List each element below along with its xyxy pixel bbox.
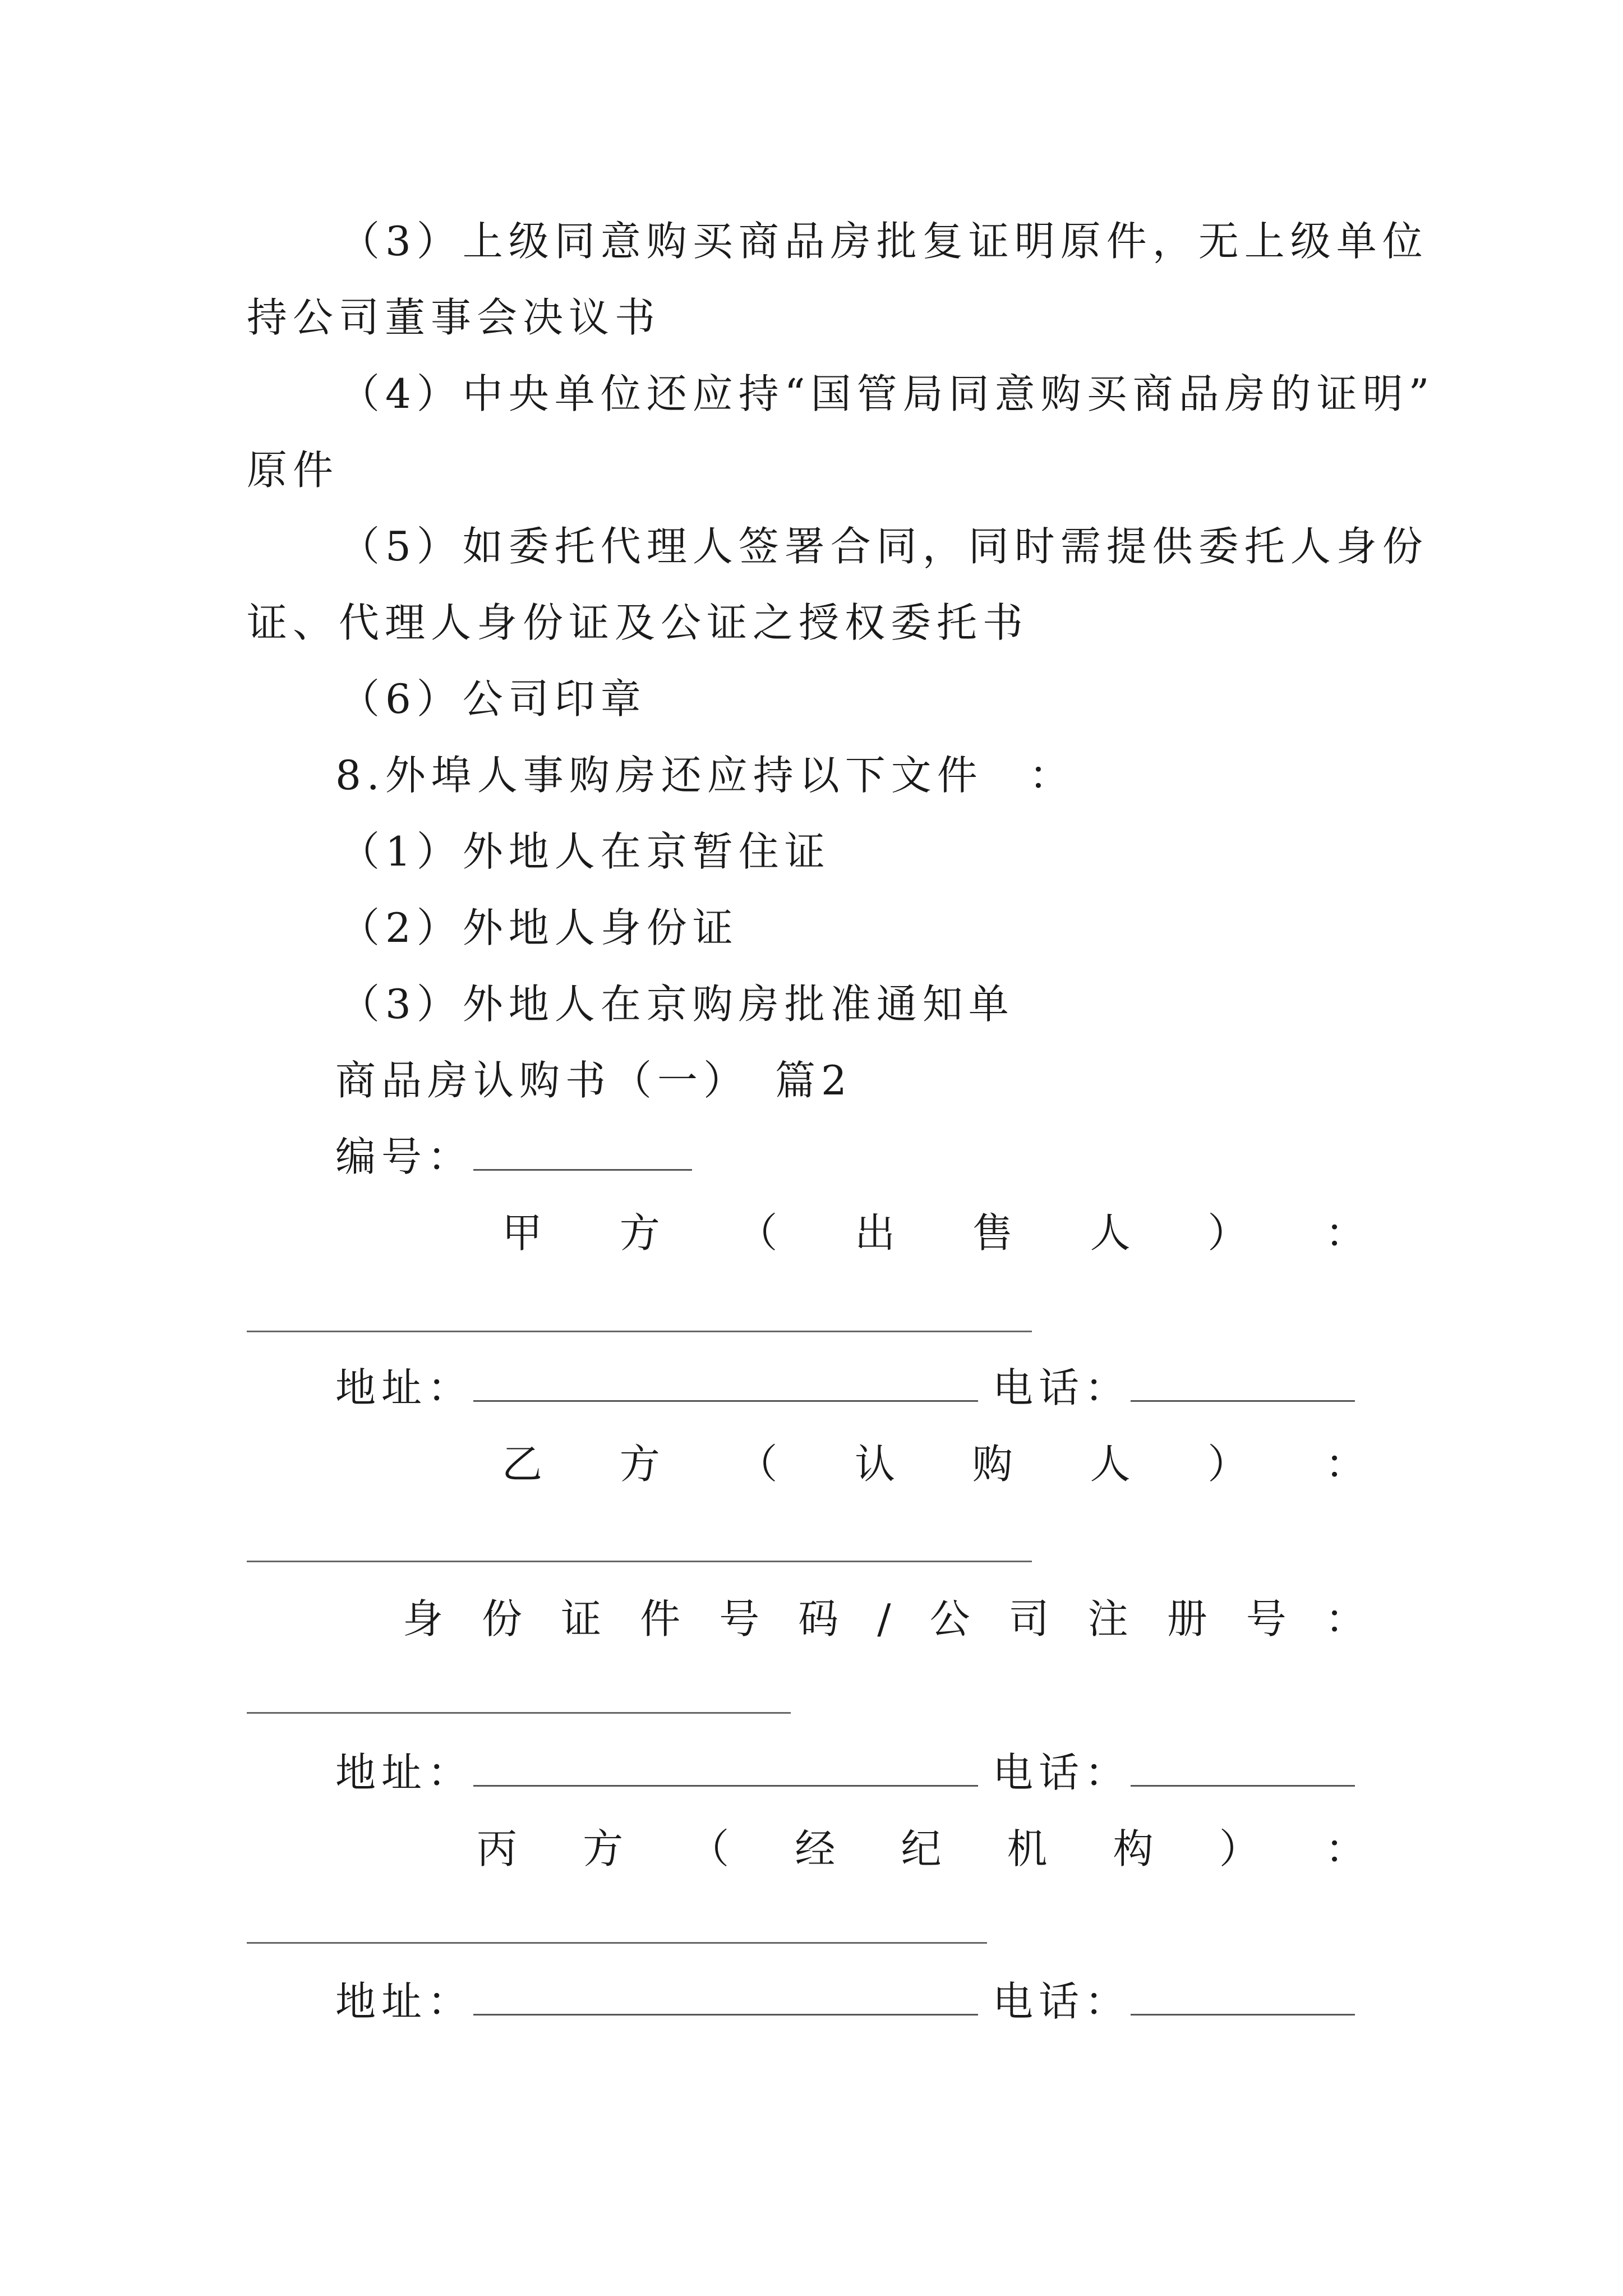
char: 号: [1246, 1595, 1287, 1642]
section-heading: 8.外埠人事购房还应持以下文件 ：: [335, 752, 1075, 799]
char: 购: [972, 1441, 1013, 1488]
char: 人: [1090, 1209, 1131, 1257]
party-b-phone-field: [993, 1746, 1355, 1800]
phone-label: 电话：: [993, 1749, 1131, 1796]
char: 身: [403, 1595, 444, 1642]
phone-label: 电话：: [993, 1978, 1131, 2025]
address-label: 地址：: [335, 1364, 474, 1411]
serial-number-blank[interactable]: [473, 1132, 692, 1171]
party-a-blank[interactable]: [247, 1331, 1032, 1332]
char: ）: [1207, 1441, 1248, 1488]
party-c-label: [477, 1822, 1366, 1876]
char: （: [737, 1209, 778, 1257]
char: 人: [1090, 1441, 1131, 1488]
id-number-blank[interactable]: [247, 1712, 791, 1714]
char: 份: [482, 1595, 523, 1642]
char: 件: [640, 1595, 681, 1642]
text-line: （3）外地人在京购房批准通知单: [339, 981, 1015, 1028]
party-c-phone-field: [993, 1975, 1355, 2028]
phone-label: 电话：: [993, 1364, 1131, 1411]
char: 公: [929, 1595, 970, 1642]
party-a-label: [502, 1206, 1366, 1260]
char: 出: [855, 1209, 896, 1257]
char: ：: [1325, 1209, 1366, 1257]
party-a-address-field: [335, 1361, 978, 1415]
address-label: 地址：: [335, 1749, 474, 1796]
char: 构: [1113, 1825, 1154, 1872]
party-c-address-field: [335, 1975, 978, 2028]
char: 方: [619, 1209, 660, 1257]
serial-number-label: 编号：: [335, 1133, 474, 1180]
id-number-label: [403, 1592, 1366, 1646]
text-line: 持公司董事会决议书: [247, 294, 661, 341]
char: ：: [1325, 1441, 1366, 1488]
char: 号: [719, 1595, 760, 1642]
text-line: （6）公司印章: [339, 675, 647, 723]
char: /: [877, 1595, 891, 1642]
party-b-address-field: [335, 1746, 978, 1800]
char: （: [689, 1825, 730, 1872]
char: 经: [795, 1825, 836, 1872]
char: 码: [798, 1595, 839, 1642]
char: 司: [1008, 1595, 1049, 1642]
text-line: （3）上级同意购买商品房批复证明原件，无上级单位: [339, 218, 1428, 265]
char: （: [737, 1441, 778, 1488]
phone-blank[interactable]: [1131, 1977, 1355, 2016]
text-line: （2）外地人身份证: [339, 904, 739, 951]
char: 丙: [477, 1825, 518, 1872]
document-title: 商品房认购书（一） 篇2: [335, 1057, 852, 1104]
text-line: 证、代理人身份证及公证之授权委托书: [247, 599, 1029, 646]
char: 甲: [502, 1209, 543, 1257]
phone-blank[interactable]: [1131, 1363, 1355, 1402]
char: 方: [583, 1825, 624, 1872]
char: 注: [1087, 1595, 1128, 1642]
serial-number-field: [335, 1130, 692, 1184]
char: 认: [855, 1441, 896, 1488]
text-line: （5）如委托代理人签署合同，同时需提供委托人身份: [339, 523, 1428, 570]
char: ）: [1207, 1209, 1248, 1257]
text-line: （1）外地人在京暂住证: [339, 828, 831, 875]
address-blank[interactable]: [473, 1977, 978, 2016]
party-b-blank[interactable]: [247, 1561, 1032, 1562]
party-b-label: [502, 1437, 1366, 1491]
party-c-blank[interactable]: [247, 1942, 987, 1944]
char: 乙: [502, 1441, 543, 1488]
char: 方: [619, 1441, 660, 1488]
char: ：: [1325, 1825, 1366, 1872]
char: 纪: [901, 1825, 942, 1872]
text-line: （4）中央单位还应持“国管局同意购买商品房的证明”: [339, 370, 1435, 417]
address-blank[interactable]: [473, 1748, 978, 1787]
char: 售: [972, 1209, 1013, 1257]
address-label: 地址：: [335, 1978, 474, 2025]
char: ）: [1219, 1825, 1260, 1872]
phone-blank[interactable]: [1131, 1748, 1355, 1787]
char: 册: [1166, 1595, 1207, 1642]
party-a-phone-field: [993, 1361, 1355, 1415]
char: 机: [1007, 1825, 1048, 1872]
text-line: 原件: [247, 447, 339, 494]
char: ：: [1325, 1595, 1366, 1642]
address-blank[interactable]: [473, 1363, 978, 1402]
char: 证: [561, 1595, 602, 1642]
